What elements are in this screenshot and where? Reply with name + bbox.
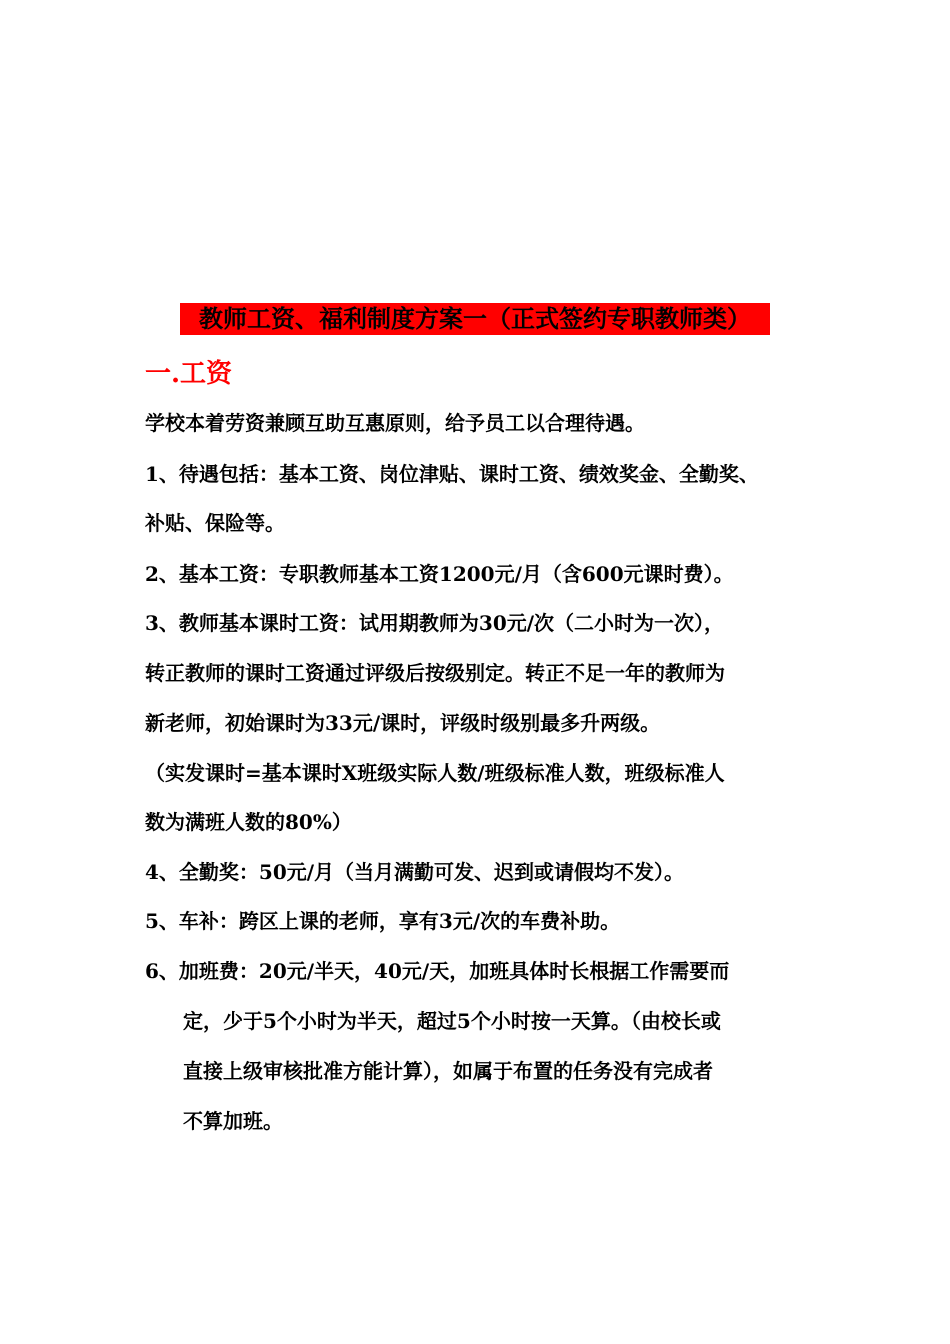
item-3-note-line-1: （实发课时=基本课时X班级实际人数/班级标准人数，班级标准人	[145, 761, 725, 785]
item-3-note-line-2: 数为满班人数的80%）	[145, 810, 352, 834]
section-heading-salary: 一.工资	[145, 359, 233, 389]
item-1-line-1: 1、待遇包括：基本工资、岗位津贴、课时工资、绩效奖金、全勤奖、	[145, 462, 759, 486]
item-6-line-2: 定，少于5个小时为半天，超过5个小时按一天算。（由校长或	[183, 1009, 721, 1033]
item-3-line-2: 转正教师的课时工资通过评级后按级别定。转正不足一年的教师为	[145, 661, 725, 685]
item-6-line-3: 直接上级审核批准方能计算），如属于布置的任务没有完成者	[183, 1059, 713, 1083]
item-4: 4、全勤奖：50元/月（当月满勤可发、迟到或请假均不发）。	[145, 860, 685, 884]
item-6-line-4: 不算加班。	[183, 1109, 283, 1133]
item-3-line-3: 新老师，初始课时为33元/课时，评级时级别最多升两级。	[145, 711, 661, 735]
item-3-line-1: 3、教师基本课时工资：试用期教师为30元/次（二小时为一次），	[145, 611, 725, 635]
document-title: 教师工资、福利制度方案一（正式签约专职教师类）	[180, 303, 770, 335]
item-5: 5、车补：跨区上课的老师，享有3元/次的车费补助。	[145, 909, 621, 933]
paragraph-intro: 学校本着劳资兼顾互助互惠原则，给予员工以合理待遇。	[145, 411, 645, 435]
item-1-line-2: 补贴、保险等。	[145, 511, 285, 535]
item-6-line-1: 6、加班费：20元/半天，40元/天，加班具体时长根据工作需要而	[145, 959, 730, 983]
item-2: 2、基本工资：专职教师基本工资1200元/月（含600元课时费）。	[145, 562, 734, 586]
